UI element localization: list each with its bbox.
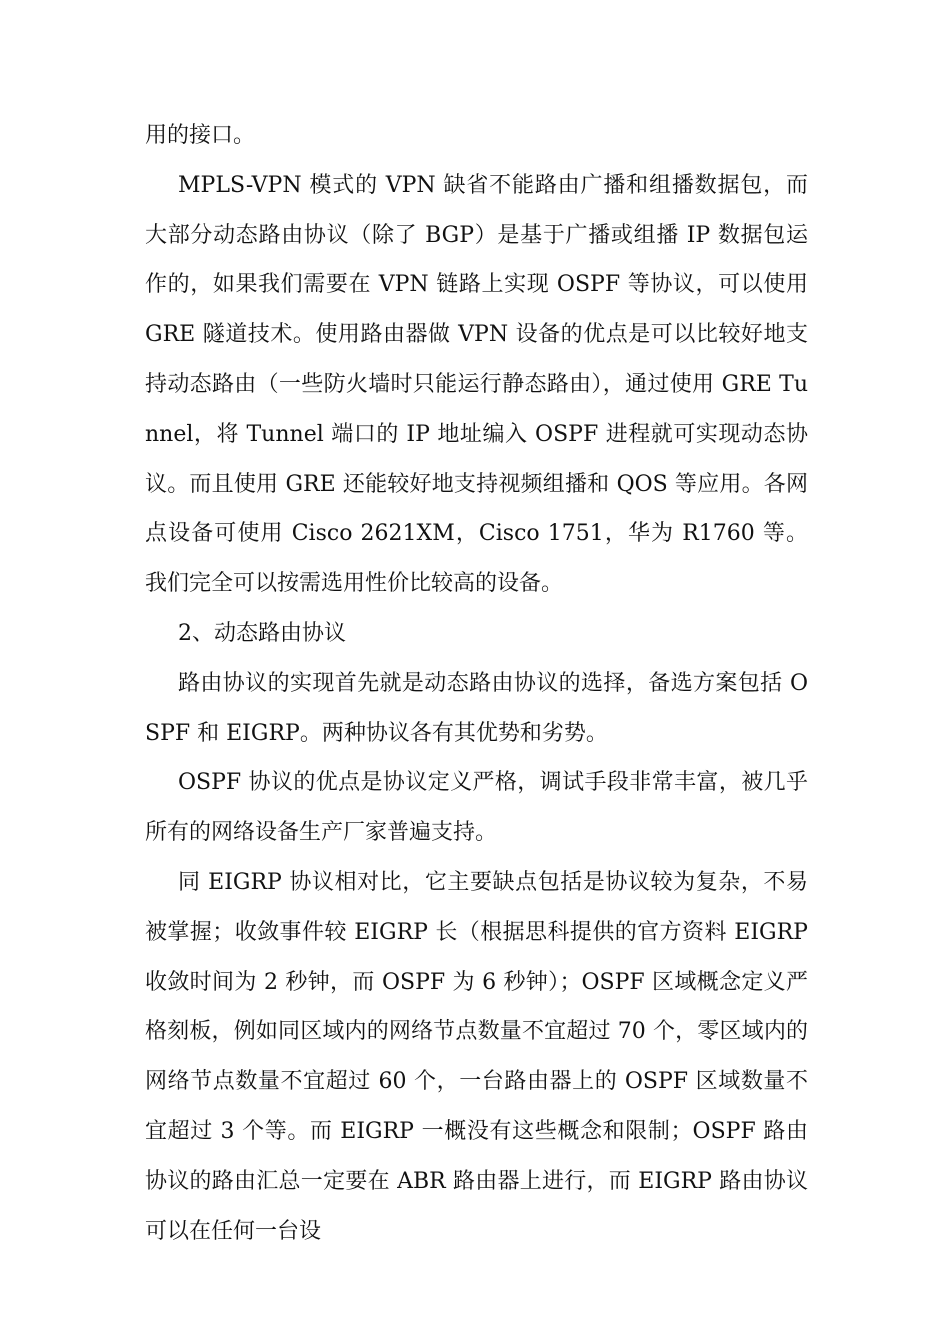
paragraph-continued-interface: 用的接口。 (145, 123, 256, 148)
paragraph-protocol-selection: 路由协议的实现首先就是动态路由协议的选择，备选方案包括 OSPF 和 EIGRP。两种协议各有其优势和劣势。 (145, 670, 808, 746)
paragraph-ospf-vs-eigrp: 同 EIGRP 协议相对比，它主要缺点包括是协议较为复杂，不易被掌握；收敛事件较 EIGRP 长（根据思科提供的官方资料 EIGRP 收敛时间为 2 秒钟，而 OSPF 为 6 秒钟）；OSPF 区域概念定义严格刻板，例如同区域内的网络节点数量不宜超过 70 个，零区域内的网络节点数量不宜超过 60 个，一台路由器上的 OSPF 区域数量不宜超过 3 个等。而 EIGRP 一概没有这些概念和限制；OSPF 路由协议的路由汇总一定要在 ABR 路由器上进行，而 EIGRP 路由协议可以在任何一台设 (145, 869, 808, 1244)
document-page (145, 111, 808, 1256)
paragraph-mpls-vpn: MPLS-VPN 模式的 VPN 缺省不能路由广播和组播数据包，而大部分动态路由协议（除了 BGP）是基于广播或组播 IP 数据包运作的，如果我们需要在 VPN 链路上实现 OSPF 等协议，可以使用 GRE 隧道技术。使用路由器做 VPN 设备的优点是可以比较好地支持动态路由（一些防火墙时只能运行静态路由），通过使用 GRE Tunnel，将 Tunnel 端口的 IP 地址编入 OSPF 进程就可实现动态协议。而且使用 GRE 还能较好地支持视频组播和 QOS 等应用。各网点设备可使用 Cisco 2621XM，Cisco 1751，华为 R1760 等。我们完全可以按需选用性价比较高的设备。 (145, 172, 808, 597)
paragraph-ospf-advantages: OSPF 协议的优点是协议定义严格，调试手段非常丰富，被几乎所有的网络设备生产厂家普遍支持。 (145, 770, 808, 846)
section-heading-dynamic-routing: 2、动态路由协议 (178, 620, 346, 646)
